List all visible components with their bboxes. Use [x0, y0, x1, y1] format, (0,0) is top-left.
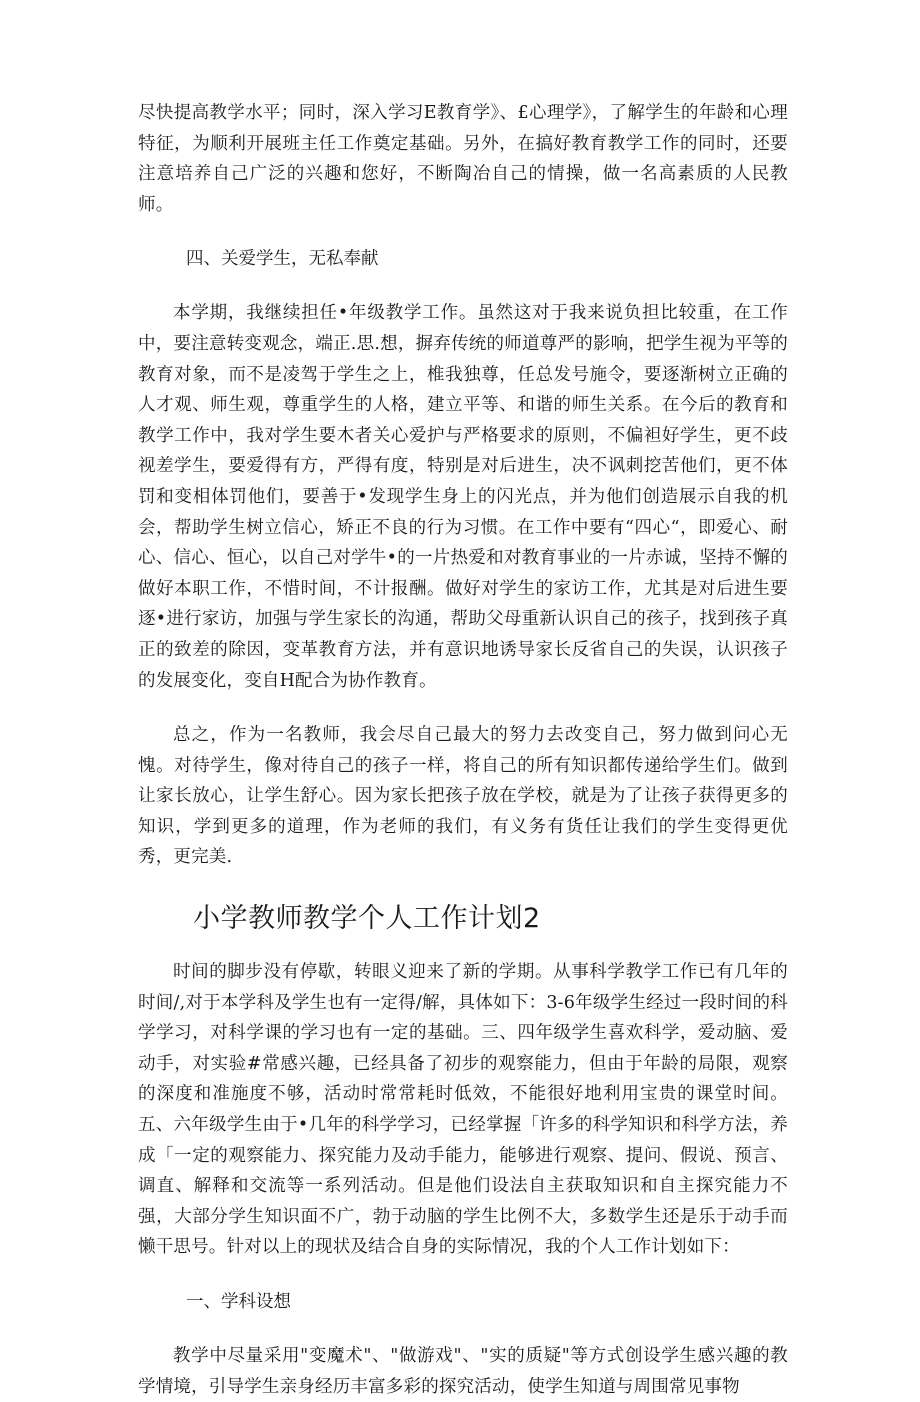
paragraph-care-students: 本学期，我继续担任•年级教学工作。虽然这对于我来说负担比较重，在工作中，要注意转变观念，端正.思.想，摒弃传统的师道尊严的影响，把学生视为平等的教育对象，而不是凌驾于学生之上，椎我独尊，任总发号施令，要逐渐树立正确的人才观、师生观，尊重学生的人格，建立平等、和谐的师生关系。在今后的教育和教学工作中，我对学生要木者关心爱护与严格要求的原则，不偏袒好学生，更不歧视差学生，要爱得有方，严得有度，特别是对后进生，决不讽刺挖苦他们，更不体罚和变相体罚他们，要善于•发现学生身上的闪光点，并为他们创造展示自我的机会，帮助学生树立信心，矫正不良的行为习惯。在工作中要有“四心“，即爱心、耐心、信心、恒心，以自己对学牛•的一片热爱和对教育事业的一片赤诚，坚持不懈的做好本职工作，不惜时间，不计报酬。做好对学生的家访工作，尤其是对后进生要逐•进行家访，加强与学生家长的沟通，帮助父母重新认识自己的孩子，找到孩子真正的致差的除因，变革教育方法，并有意识地诱导家长反省自己的失误，认识孩子的发展变化，变自H配合为协作教育。 [138, 303, 788, 691]
paragraph-intro: 时间的脚步没有停歇，转眼义迎来了新的学期。从事科学教学工作已有几年的时间/,对于本学科及学生也有一定得/解，具体如下：3-6年级学生经过一段时间的科学学习，对科学课的学习也有一定的基础。三、四年级学生喜欢科学，爱动脑、爱动手，对实验#常感兴趣，已经具备了初步的观察能力，但由于年龄的局限，观察的深度和准施度不够，活动时常常耗时低效，不能很好地利用宝贵的课堂时间。五、六年级学生由于•几年的科学学习，已经掌握「许多的科学知识和科学方法，养成「一定的观察能力、探究能力及动手能力，能够进行观察、提问、假说、预言、调直、解释和交流等一系列活动。但是他们设法自主获取知识和自主探究能力不强，大部分学生知识面不广，勃于动脑的学生比例不大，多数学生还是乐于动手而懒干思号。针对以上的现状及结合自身的实际情况，我的个人工作计划如下： [138, 962, 788, 1258]
section-heading-4: 四、关爱学生，无私奉献 [186, 249, 379, 270]
document-page [138, 98, 788, 1402]
paragraph-subject-plan: 教学中尽量采用"变魔术"、"做游戏"、"实的质疑"等方式创设学生感兴趣的教学情境，引导学生亲身经历丰富多彩的探究活动，使学生知道与周围常见事物 [138, 1346, 788, 1397]
paragraph-conclusion: 总之，作为一名教师，我会尽自己最大的努力去改变自己，努力做到问心无愧。对待学生，像对待自己的孩子一样，将自己的所有知识都传递给学生们。做到让家长放心，让学生舒心。因为家长把孩子放在学校，就是为了让孩子获得更多的知识，学到更多的道理，作为老师的我们，有义务有货任让我们的学生变得更优秀，更完美. [138, 725, 788, 868]
section-heading-1: 一、学科设想 [186, 1292, 291, 1312]
document-title-2: 小学教师教学个人工作计划2 [193, 903, 541, 935]
paragraph-continued: 尽快提高教学水平；同时，深入学习E教育学》、£心理学》，了解学生的年龄和心理特征，为顺利开展班主任工作奠定基础。另外，在搞好教育教学工作的同时，还要注意培养自己广泛的兴趣和您好，不断陶冶自己的情操，做一名高素质的人民教师。 [138, 103, 788, 215]
